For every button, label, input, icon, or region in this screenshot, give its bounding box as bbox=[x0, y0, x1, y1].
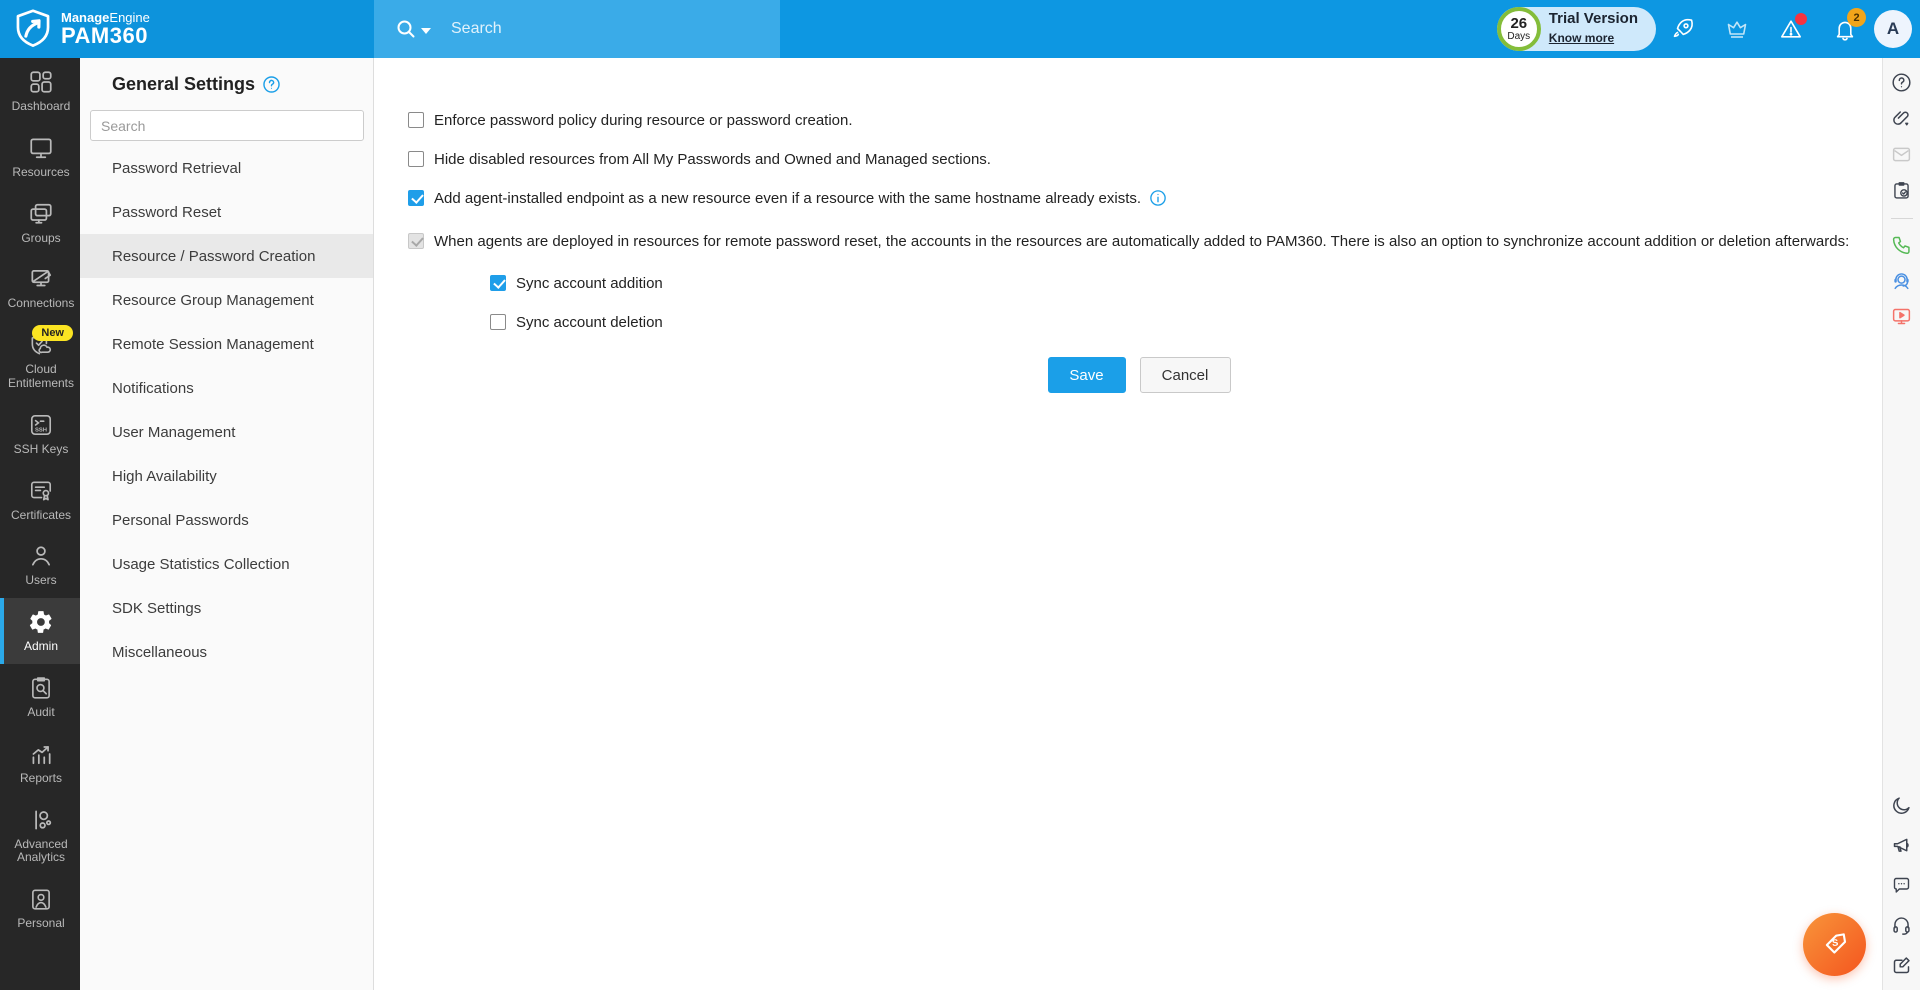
admin-gear-icon bbox=[28, 609, 54, 635]
alerts-warning-icon[interactable] bbox=[1778, 16, 1804, 42]
brand-manageengine: ManageEngine bbox=[61, 9, 150, 25]
settings-menu bbox=[80, 146, 373, 674]
menu-item-miscellaneous[interactable]: Miscellaneous bbox=[112, 643, 208, 661]
resources-icon bbox=[28, 135, 54, 161]
nav-audit[interactable]: Audit bbox=[0, 664, 80, 730]
option-add-agent-installed-endpoint: Add agent-installed endpoint as a new resource even if a resource with the same hostname already exists. bbox=[408, 190, 1882, 208]
whats-new-rocket-icon[interactable] bbox=[1670, 16, 1696, 42]
support-agent-icon[interactable] bbox=[1891, 270, 1912, 291]
nav-ssh-keys[interactable]: SSH SSH Keys bbox=[0, 401, 80, 467]
notifications-bell-icon[interactable] bbox=[1832, 11, 1860, 42]
menu-item-password-retrieval[interactable]: Password Retrieval bbox=[112, 159, 242, 177]
checkbox-agents-deployed-sync bbox=[408, 233, 424, 249]
rail-divider bbox=[1891, 218, 1913, 219]
option-agents-deployed-sync: When agents are deployed in resources for remote password reset, the accounts in the resources are automatically added to PAM360. There is also an option to synchronize account addition or deletion afterwards: bbox=[408, 230, 1870, 253]
nav-certificates[interactable]: Certificates bbox=[0, 467, 80, 533]
checkbox-hide-disabled-resources[interactable] bbox=[408, 151, 424, 167]
nav-dashboard[interactable]: Dashboard bbox=[0, 58, 80, 124]
audit-icon bbox=[28, 675, 54, 701]
menu-item-user-management[interactable]: User Management bbox=[112, 423, 236, 441]
nav-advanced-analytics[interactable]: Advanced Analytics bbox=[0, 796, 80, 876]
announcements-megaphone-icon[interactable] bbox=[1891, 835, 1912, 856]
resource-password-creation-content bbox=[375, 58, 1882, 990]
nav-reports[interactable]: Reports bbox=[0, 730, 80, 796]
menu-item-usage-statistics-collection[interactable]: Usage Statistics Collection bbox=[112, 555, 290, 573]
trial-days-badge: 26 Days bbox=[1497, 7, 1541, 51]
upgrade-crown-icon[interactable] bbox=[1724, 16, 1750, 42]
dark-mode-moon-icon[interactable] bbox=[1891, 795, 1912, 816]
search-input[interactable] bbox=[451, 20, 731, 38]
link-options-icon[interactable] bbox=[1891, 108, 1912, 129]
save-button[interactable]: Save bbox=[1048, 357, 1126, 393]
offers-fab-button[interactable] bbox=[1803, 913, 1866, 976]
groups-icon bbox=[28, 201, 54, 227]
new-badge: New bbox=[32, 325, 73, 341]
nav-groups[interactable]: Groups bbox=[0, 190, 80, 256]
option-sync-account-deletion: Sync account deletion bbox=[490, 314, 1882, 331]
ssh-keys-icon bbox=[28, 412, 54, 438]
alert-dot-badge bbox=[1795, 13, 1807, 25]
menu-item-password-reset[interactable]: Password Reset bbox=[112, 203, 222, 221]
checkbox-sync-account-addition[interactable] bbox=[490, 275, 506, 291]
notification-count-badge: 2 bbox=[1847, 8, 1866, 27]
form-actions bbox=[408, 357, 1870, 393]
trial-version-label: Trial Version bbox=[1548, 10, 1638, 28]
trial-version-pill[interactable] bbox=[1497, 7, 1656, 51]
option-hide-disabled-resources: Hide disabled resources from All My Passwords and Owned and Managed sections. bbox=[408, 151, 1882, 168]
price-tag-icon bbox=[1820, 930, 1850, 960]
global-search-bar[interactable] bbox=[374, 0, 780, 58]
headset-support-icon[interactable] bbox=[1891, 915, 1912, 936]
personal-icon bbox=[28, 886, 54, 912]
checkbox-sync-account-deletion[interactable] bbox=[490, 314, 506, 330]
brand-logo[interactable] bbox=[0, 0, 374, 58]
help-icon[interactable] bbox=[262, 75, 281, 94]
menu-item-personal-passwords[interactable]: Personal Passwords bbox=[112, 511, 249, 529]
panel-title: General Settings bbox=[112, 74, 256, 94]
help-circle-icon[interactable] bbox=[1891, 72, 1912, 93]
checkbox-add-agent-installed-endpoint[interactable] bbox=[408, 190, 424, 206]
menu-item-sdk-settings[interactable]: SDK Settings bbox=[112, 599, 202, 617]
svg-text:S: S bbox=[1831, 937, 1839, 948]
menu-item-high-availability[interactable]: High Availability bbox=[112, 467, 217, 485]
menu-item-remote-session-management[interactable]: Remote Session Management bbox=[112, 335, 314, 353]
reports-icon bbox=[28, 741, 54, 767]
menu-item-resource-group-management[interactable]: Resource Group Management bbox=[112, 291, 314, 309]
primary-nav-rail bbox=[0, 58, 80, 990]
nav-resources[interactable]: Resources bbox=[0, 124, 80, 190]
svg-text:SSH: SSH bbox=[34, 427, 48, 434]
feedback-note-icon[interactable] bbox=[1891, 955, 1912, 976]
nav-admin[interactable]: Admin bbox=[0, 598, 80, 664]
utility-rail bbox=[1882, 58, 1920, 990]
users-icon bbox=[28, 543, 54, 569]
checkbox-enforce-password-policy[interactable] bbox=[408, 112, 424, 128]
mail-icon bbox=[1891, 144, 1912, 165]
menu-item-notifications[interactable]: Notifications bbox=[112, 379, 194, 397]
brand-product: PAM360 bbox=[61, 23, 148, 49]
video-demo-icon[interactable] bbox=[1891, 306, 1912, 327]
nav-personal[interactable]: Personal bbox=[0, 875, 80, 941]
option-enforce-password-policy: Enforce password policy during resource or password creation. bbox=[408, 112, 1882, 129]
user-avatar[interactable]: A bbox=[1874, 10, 1912, 48]
clipboard-check-icon[interactable] bbox=[1891, 180, 1912, 201]
dashboard-icon bbox=[28, 69, 54, 95]
settings-search-input[interactable] bbox=[90, 110, 364, 141]
phone-support-icon[interactable] bbox=[1891, 234, 1912, 255]
certificates-icon bbox=[28, 478, 54, 504]
nav-cloud-entitlements[interactable]: New Cloud Entitlements bbox=[7, 327, 75, 390]
info-icon[interactable] bbox=[1149, 189, 1167, 207]
nav-users[interactable]: Users bbox=[0, 532, 80, 598]
search-icon[interactable] bbox=[394, 17, 418, 41]
chat-icon[interactable] bbox=[1891, 875, 1912, 896]
advanced-analytics-icon bbox=[28, 807, 54, 833]
top-bar bbox=[0, 0, 1920, 58]
know-more-link[interactable]: Know more bbox=[1548, 31, 1615, 46]
general-settings-panel bbox=[80, 58, 374, 990]
nav-connections[interactable]: Connections bbox=[0, 255, 80, 321]
connections-icon bbox=[28, 266, 54, 292]
pam360-shield-icon bbox=[14, 8, 52, 50]
search-scope-caret-icon[interactable] bbox=[421, 28, 431, 34]
cancel-button[interactable]: Cancel bbox=[1140, 357, 1231, 393]
option-sync-account-addition: Sync account addition bbox=[490, 275, 1882, 292]
menu-item-resource-password-creation[interactable]: Resource / Password Creation bbox=[80, 234, 373, 278]
